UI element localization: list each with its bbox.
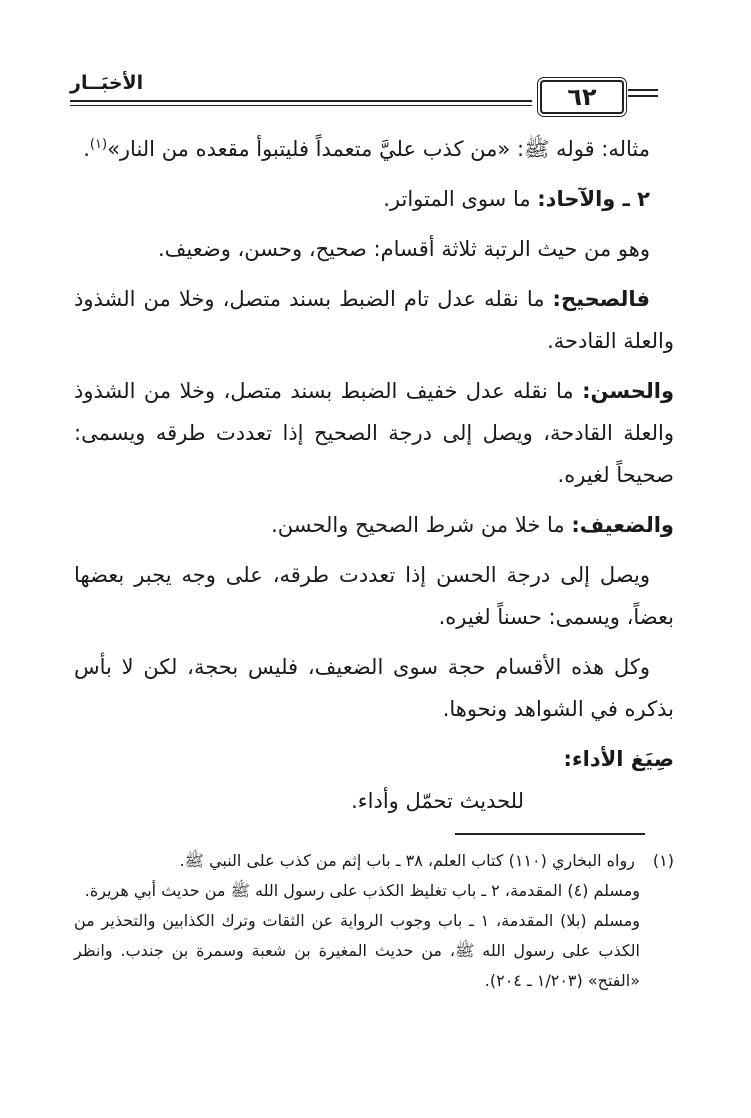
paragraph-sahih: فالصحيح: ما نقله عدل تام الضبط بسند متصل، وخلا من الشذوذ والعلة القادحة. xyxy=(74,287,674,353)
page-number-frame xyxy=(540,80,624,114)
page-number: ٦٢ xyxy=(567,83,597,111)
section-heading: صِيَغ الأداء: xyxy=(563,747,674,771)
page-header xyxy=(70,72,660,112)
paragraph-hujja: وكل هذه الأقسام حجة سوى الضعيف، فليس بحجة، لكن لا بأس بذكره في الشواهد ونحوها. xyxy=(74,655,674,721)
term-ahad: ٢ ـ والآحاد: xyxy=(537,187,650,211)
header-rule-thin xyxy=(70,105,532,106)
footnote-reference: (١) xyxy=(89,137,108,152)
term-hasan: والحسن: xyxy=(582,379,674,403)
paragraph-daif: والضعيف: ما خلا من شرط الصحيح والحسن. xyxy=(271,513,674,537)
header-ornament-dash xyxy=(628,89,658,91)
footnote-separator xyxy=(455,833,645,835)
paragraph-example: مثاله: قوله ﷺ: «من كذب عليَّ متعمداً فليتبوأ مقعده من النار»$^{(١)}$. xyxy=(83,137,650,161)
paragraph-ahad: ٢ ـ والآحاد: ما سوى المتواتر. xyxy=(383,187,650,211)
term-sahih: فالصحيح: xyxy=(552,287,650,311)
paragraph-hasan-lighayrihi: ويصل إلى درجة الحسن إذا تعددت طرقه، على وجه يجبر بعضها بعضاً، ويسمى: حسناً لغيره. xyxy=(74,563,674,629)
paragraph-adaa: للحديث تحمّل وأداء. xyxy=(351,789,524,813)
running-title: الأخبَــار xyxy=(70,72,144,94)
footnote-1: (١) رواه البخاري (١١٠) كتاب العلم، ٣٨ ـ باب إثم من كذب على النبي ﷺ. xyxy=(74,846,674,876)
header-rule xyxy=(70,100,532,102)
footnotes xyxy=(74,846,674,996)
header-ornament-dash xyxy=(628,95,658,97)
main-text xyxy=(74,128,674,830)
footnote-1-muslim: ومسلم (٤) المقدمة، ٢ ـ باب تغليظ الكذب على رسول الله ﷺ من حديث أبي هريرة. xyxy=(84,881,640,900)
paragraph-hasan: والحسن: ما نقله عدل خفيف الضبط بسند متصل، وخلا من الشذوذ والعلة القادحة، ويصل إلى درجة الصحيح إذا تعددت طرقه ويسمى: صحيحاً لغيره. xyxy=(74,379,674,487)
footnote-1-muslim-2: ومسلم (بلا) المقدمة، ١ ـ باب وجوب الرواية عن الثقات وترك الكذابين والتحذير من الكذب على رسول الله ﷺ، من حديث المغيرة بن شعبة وسمرة بن جندب. وانظر «الفتح» (١/٢٠٣ ـ ٢٠٤). xyxy=(74,911,640,990)
footnote-number: (١) xyxy=(652,851,674,870)
paragraph-ranks: وهو من حيث الرتبة ثلاثة أقسام: صحيح، وحسن، وضعيف. xyxy=(158,237,650,261)
term-daif: والضعيف: xyxy=(571,513,674,537)
